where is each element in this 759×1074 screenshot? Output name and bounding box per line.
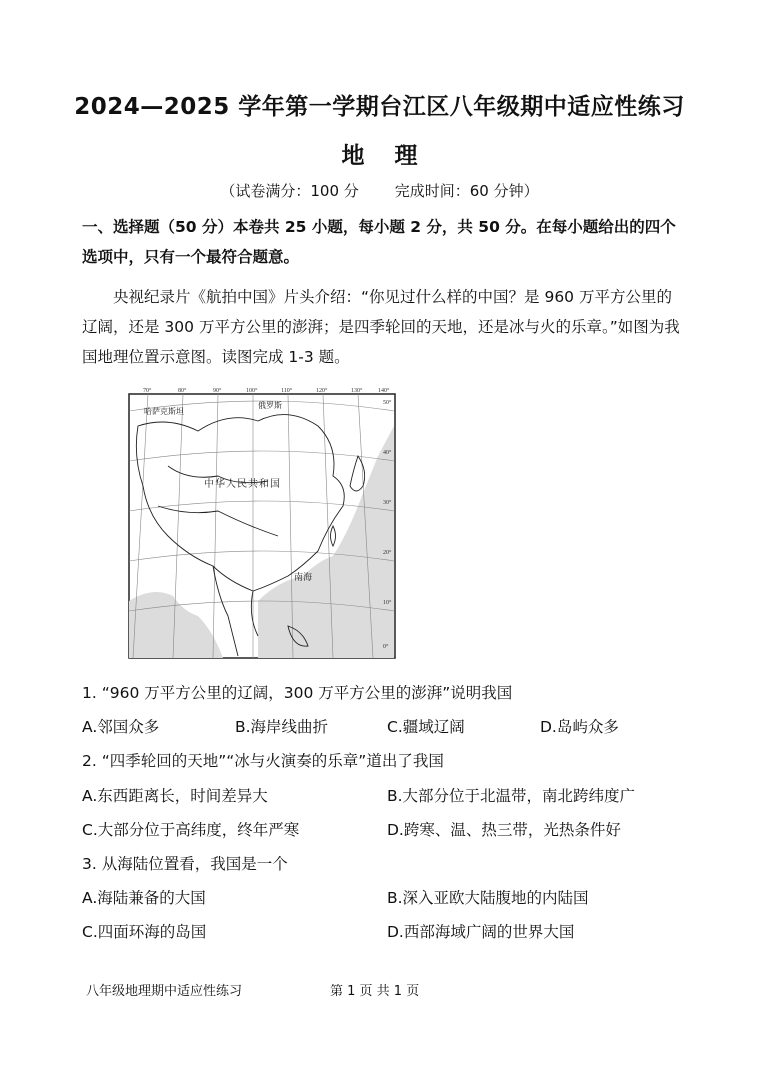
map-label-china: 中华人民共和国 [204,479,281,490]
q2-option-c: C.大部分位于高纬度，终年严寒 [82,821,300,839]
section-heading: 一、选择题（50 分）本卷共 25 小题，每小题 2 分，共 50 分。在每小题给出的四个选项中，只有一个最符合题意。 [82,218,676,266]
lat-label: 10° [383,600,392,606]
lon-label: 90° [213,388,222,394]
q1-option-b: B.海岸线曲折 [235,718,329,736]
lat-label: 0° [383,644,389,650]
lon-label: 120° [316,388,328,394]
map-label-south-sea: 南海 [294,573,313,583]
exam-info [0,180,759,201]
lat-label: 50° [383,400,392,406]
question-3-stem: 3. 从海陆位置看，我国是一个 [82,855,288,873]
lat-label: 40° [383,450,392,456]
intro-paragraph [82,282,682,372]
q2-option-b: B.大部分位于北温带，南北跨纬度广 [387,787,636,805]
question-1-stem: 1. “960 万平方公里的辽阔，300 万平方公里的澎湃”说明我国 [82,684,513,702]
score-info: （试卷满分：100 分 [220,182,359,200]
q2-option-a: A.东西距离长，时间差异大 [82,787,268,805]
q2-option-d: D.跨寒、温、热三带，光热条件好 [387,821,621,839]
q3-option-b: B.深入亚欧大陆腹地的内陆国 [387,889,589,907]
map-label-kazakhstan: 哈萨克斯坦 [144,407,184,416]
lon-label: 100° [246,388,258,394]
lat-label: 30° [383,500,392,506]
lon-label: 70° [143,388,152,394]
lon-label: 130° [351,388,363,394]
q1-option-c: C.疆域辽阔 [387,718,465,736]
lon-label: 140° [378,388,390,394]
time-info: 完成时间：60 分钟） [394,182,539,200]
footer-page-number: 第 1 页 共 1 页 [330,984,420,999]
footer-course: 八年级地理期中适应性练习 [86,984,243,999]
lon-label: 80° [178,388,187,394]
lat-label: 20° [383,550,392,556]
subject-title: 地 理 [341,143,418,169]
q3-option-d: D.西部海域广阔的世界大国 [387,923,575,941]
map-label-russia: 俄罗斯 [258,401,282,410]
china-location-map [128,386,398,660]
exam-title: 2024—2025 学年第一学期台江区八年级期中适应性练习 [74,94,685,120]
lon-label: 110° [281,388,293,394]
q1-option-a: A.邻国众多 [82,718,160,736]
q3-option-a: A.海陆兼备的大国 [82,889,206,907]
intro-text: 央视纪录片《航拍中国》片头介绍：“你见过什么样的中国？是 960 万平方公里的辽阔，还是 300 万平方公里的澎湃；是四季轮回的天地，还是冰与火的乐章。”如图为我国地理位置示意图。读图完成 1-3 题。 [82,288,680,366]
question-2-stem: 2. “四季轮回的天地”“冰与火演奏的乐章”道出了我国 [82,752,444,770]
q1-option-d: D.岛屿众多 [540,718,619,736]
q3-option-c: C.四面环海的岛国 [82,923,207,941]
